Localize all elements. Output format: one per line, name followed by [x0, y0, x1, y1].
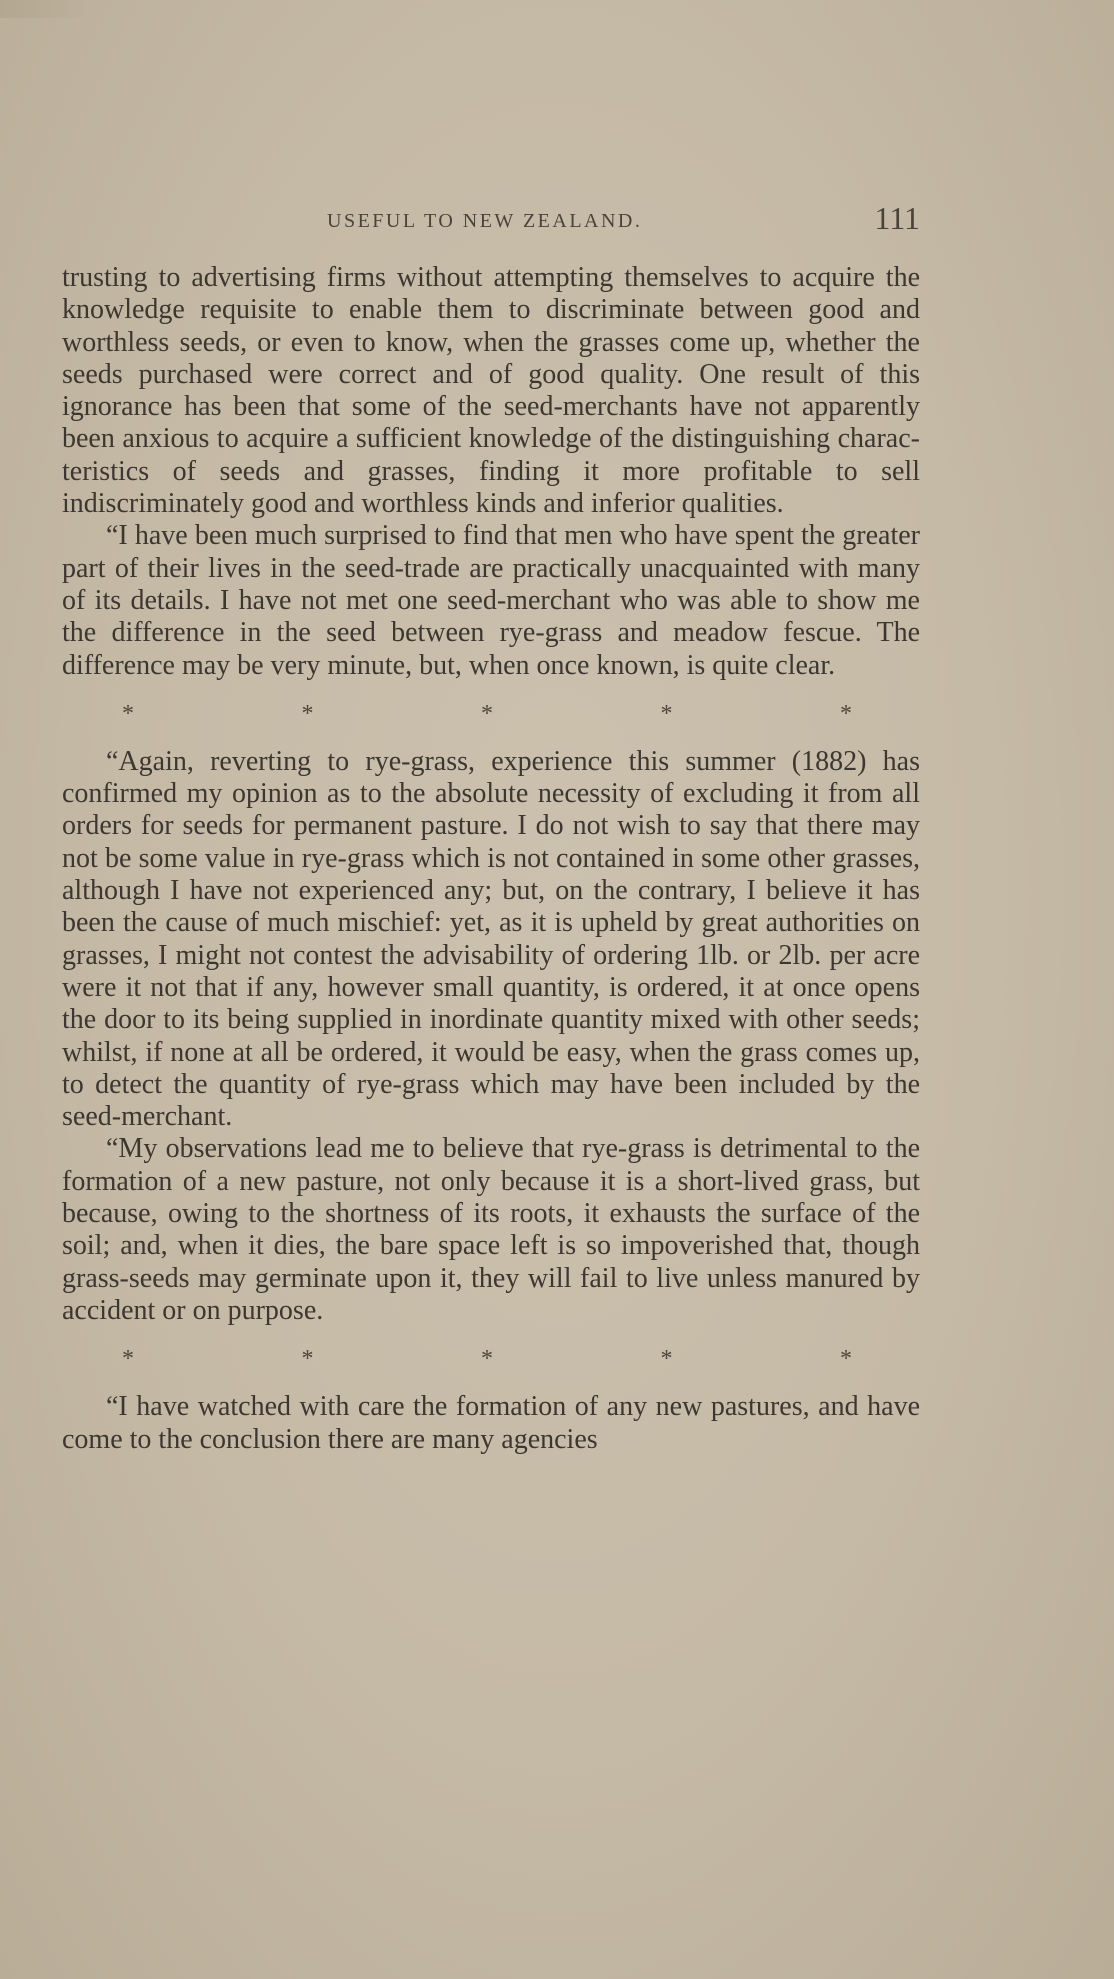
separator-star: * [301, 700, 314, 727]
section-separator-1 [62, 682, 920, 746]
separator-star: * [481, 1346, 493, 1373]
body-text [62, 262, 920, 1456]
section-separator-2 [62, 1327, 920, 1391]
separator-star: * [660, 700, 673, 727]
paragraph-2: “I have been much surprised to find that men who have spent the greater part of their lives in the seed-trade are practically unacquainted with many of its details. I have not met one seed-merchant who was able to show me the difference in the seed between rye-grass and meadow fescue. The difference may be very minute, but, when once known, is quite clear. [62, 520, 920, 681]
paragraph-5: “I have watched with care the formation of any new pastures, and have come to the conclusion there are many agencies [62, 1391, 920, 1455]
page-number: 111 [874, 200, 920, 236]
paragraph-1: trusting to advertising firms without attempting themselves to acquire the knowledge requisite to enable them to discriminate between good and worthless seeds, or even to know, when the grasses come up, whether the seeds purchased were correct and of good quality. One result of this ignorance has been that some of the seed-merchants have not apparently been anxious to acquire a sufficient knowledge of the distinguishing characteristics of seeds and grasses, finding it more profitable to sell indiscriminately good and worthless kinds and inferior qualities. [62, 262, 920, 520]
paragraph-4: “My observations lead me to believe that rye-grass is detrimental to the formation of a new pasture, not only because it is a short-lived grass, but because, owing to the shortness of its roots, it exhausts the surface of the soil; and, when it dies, the bare space left is so impoverished that, though grass-seeds may germinate upon it, they will fail to live unless manured by accident or on purpose. [62, 1133, 920, 1326]
separator-star: * [301, 1346, 314, 1373]
separator-star: * [840, 1346, 852, 1373]
running-head [62, 200, 920, 240]
separator-star: * [122, 1346, 134, 1373]
separator-star: * [122, 700, 134, 727]
separator-star: * [481, 700, 493, 727]
running-head-title: USEFUL TO NEW ZEALAND. [327, 210, 643, 232]
page-edge-stain [0, 0, 90, 18]
paragraph-3: “Again, reverting to rye-grass, experience this summer (1882) has confirmed my opinion as to the absolute necessity of excluding it from all orders for seeds for permanent pasture. I do not wish to say that there may not be some value in rye-grass which is not contained in some other grasses, although I have not experienced any; but, on the contrary, I believe it has been the cause of much mischief: yet, as it is upheld by great authorities on grasses, I might not contest the advisability of ordering 1lb. or 2lb. per acre were it not that if any, however small quantity, is ordered, it at once opens the door to its being supplied in inordinate quantity mixed with other seeds; whilst, if none at all be ordered, it would be easy, when the grass comes up, to detect the quantity of rye-grass which may have been included by the seed-merchant. [62, 745, 920, 1133]
separator-star: * [840, 700, 852, 727]
separator-star: * [660, 1346, 673, 1373]
